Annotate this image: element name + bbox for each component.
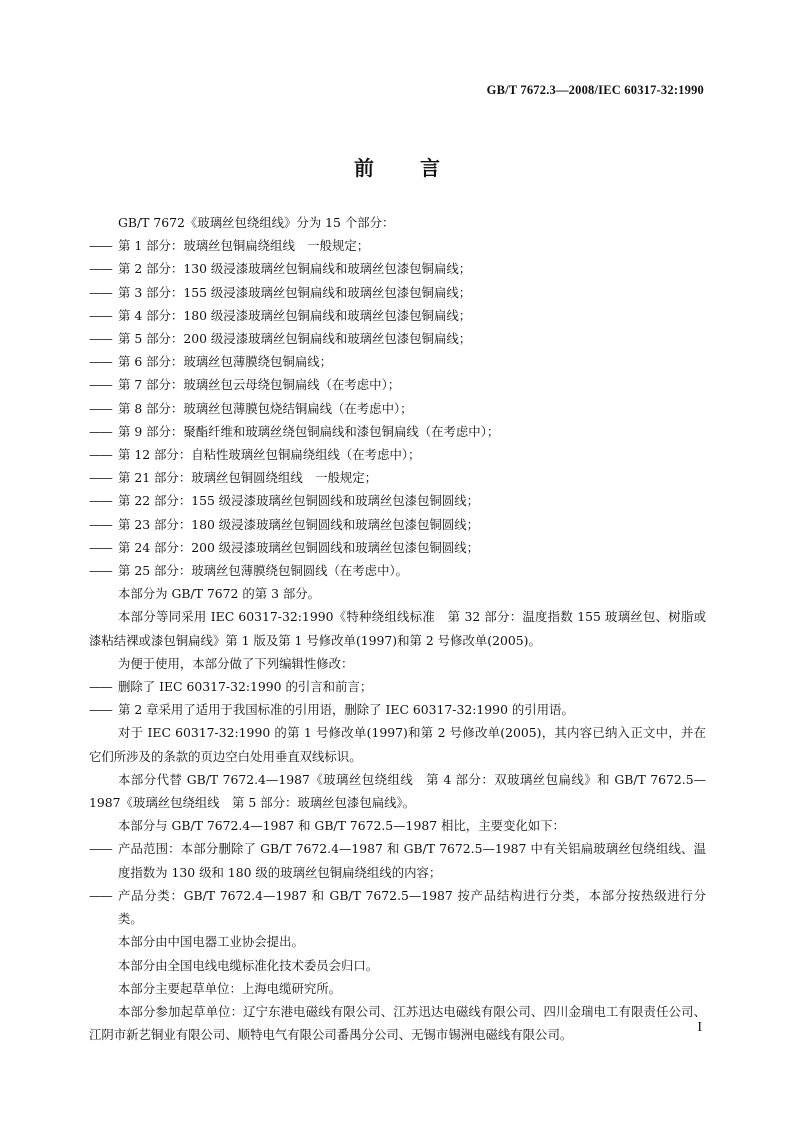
intro-paragraph: GB/T 7672《玻璃丝包绕组线》分为 15 个部分： [118, 215, 395, 230]
list-dash: —— [89, 238, 112, 254]
list-item [89, 559, 706, 582]
list-item [89, 466, 706, 489]
page-title: 前言 [354, 156, 486, 180]
amendment-paragraph: 对于 IEC 60317-32:1990 的第 1 号修改单(1997)和第 2 号修改单(2005)，其内容已纳入正文中，并在它们所涉及的条款的页边空白处用垂直双线标识。 [89, 725, 706, 764]
list-item-text: 第 12 部分：自粘性玻璃丝包铜扁绕组线（在考虑中）； [118, 447, 421, 463]
list-item [89, 420, 706, 443]
list-dash: —— [89, 563, 112, 579]
document-body [89, 211, 706, 1046]
list-item-text: 第 2 部分：130 级浸漆玻璃丝包铜扁线和玻璃丝包漆包铜扁线； [118, 261, 472, 277]
parts-list [89, 234, 706, 582]
list-item [89, 443, 706, 466]
list-item [89, 257, 706, 280]
list-dash: —— [89, 702, 112, 718]
main-drafter-paragraph: 本部分主要起草单位：上海电缆研究所。 [118, 980, 342, 996]
part-of-paragraph: 本部分为 GB/T 7672 的第 3 部分。 [118, 586, 321, 602]
list-dash: —— [89, 516, 112, 532]
list-item-text: 第 23 部分：180 级浸漆玻璃丝包铜圆线和玻璃丝包漆包铜圆线； [118, 516, 479, 532]
list-item-text: 第 21 部分：玻璃丝包铜圆绕组线 一般规定； [118, 470, 378, 486]
list-dash: —— [89, 539, 112, 555]
participants-paragraph: 本部分参加起草单位：辽宁东港电磁线有限公司、江苏迅达电磁线有限公司、四川金瑞电工有限责任公司、江阴市新艺铜业有限公司、顺特电气有限公司番禺分公司、无锡市锡洲电磁线有限公司。 [89, 1003, 706, 1043]
list-item-text: 第 24 部分：200 级浸漆玻璃丝包铜圆线和玻璃丝包漆包铜圆线； [118, 539, 479, 555]
list-item-text: 第 8 部分：玻璃丝包薄膜包烧结铜扁线（在考虑中）； [118, 400, 413, 416]
list-item-text: 第 7 部分：玻璃丝包云母绕包铜扁线（在考虑中）； [118, 377, 401, 393]
list-dash: —— [89, 447, 112, 463]
list-item-text: 删除了 IEC 60317-32:1990 的引言和前言； [118, 679, 373, 695]
list-item [89, 281, 706, 304]
list-dash: —— [89, 331, 112, 347]
list-dash: —— [89, 423, 112, 439]
list-dash: —— [89, 261, 112, 277]
page-number: I [697, 1020, 702, 1035]
edit-intro-paragraph: 为便于使用，本部分做了下列编辑性修改： [118, 655, 354, 671]
list-item-text: 第 5 部分：200 级浸漆玻璃丝包铜扁线和玻璃丝包漆包铜扁线； [118, 331, 472, 347]
list-item [89, 327, 706, 350]
list-dash: —— [89, 377, 112, 393]
list-item-text: 第 6 部分：玻璃丝包薄膜绕包铜扁线； [118, 354, 333, 370]
list-dash: —— [89, 400, 112, 416]
list-dash: —— [89, 887, 112, 903]
list-item [89, 513, 706, 536]
list-item-text: 产品范围：本部分删除了 GB/T 7672.4—1987 和 GB/T 7672.5—1987 中有关铝扁玻璃丝包绕组线、温度指数为 130 级和 180 级的玻璃丝包铜扁绕组线的内容； [118, 841, 706, 880]
list-item-text: 第 2 章采用了适用于我国标准的引用语，删除了 IEC 60317-32:1990 的引用语。 [118, 702, 574, 718]
list-item-text: 第 1 部分：玻璃丝包铜扁绕组线 一般规定； [118, 238, 370, 254]
list-dash: —— [89, 493, 112, 509]
list-item-text: 产品分类：GB/T 7672.4—1987 和 GB/T 7672.5—1987 按产品结构进行分类，本部分按热级进行分类。 [118, 887, 706, 927]
list-item-text: 第 22 部分：155 级浸漆玻璃丝包铜圆线和玻璃丝包漆包铜圆线； [118, 493, 479, 509]
list-dash: —— [89, 307, 112, 323]
list-item [89, 373, 706, 396]
list-dash: —— [89, 841, 112, 857]
list-item [89, 304, 706, 327]
edit-list [89, 675, 706, 721]
list-item [89, 675, 706, 698]
standard-number-header: GB/T 7672.3—2008/IEC 60317-32:1990 [486, 83, 704, 97]
list-item [89, 350, 706, 373]
list-item-text: 第 25 部分：玻璃丝包薄膜绕包铜圆线（在考虑中）。 [118, 563, 409, 579]
adoption-paragraph: 本部分等同采用 IEC 60317-32:1990《特种绕组线标准 第 32 部分：温度指数 155 玻璃丝包、树脂或漆粘结裸或漆包铜扁线》第 1 版及第 1 号修改单(1997)和第 2 号修改单(2005)。 [89, 609, 706, 648]
list-item [89, 234, 706, 257]
changes-intro-paragraph: 本部分与 GB/T 7672.4—1987 和 GB/T 7672.5—1987 相比，主要变化如下： [118, 818, 565, 834]
list-item [89, 489, 706, 512]
changes-list [89, 837, 706, 930]
list-item-text: 第 4 部分：180 级浸漆玻璃丝包铜扁线和玻璃丝包漆包铜扁线； [118, 307, 472, 323]
list-item [89, 884, 706, 930]
list-item [89, 837, 706, 883]
list-item-text: 第 3 部分：155 级浸漆玻璃丝包铜扁线和玻璃丝包漆包铜扁线； [118, 284, 472, 300]
list-dash: —— [89, 679, 112, 695]
managed-by-paragraph: 本部分由全国电线电缆标准化技术委员会归口。 [118, 957, 379, 973]
list-item [89, 698, 706, 721]
replacement-paragraph: 本部分代替 GB/T 7672.4—1987《玻璃丝包绕组线 第 4 部分：双玻璃丝包扁线》和 GB/T 7672.5—1987《玻璃丝包绕组线 第 5 部分：玻璃丝包漆包扁线》。 [89, 771, 706, 811]
list-dash: —— [89, 284, 112, 300]
list-dash: —— [89, 354, 112, 370]
list-dash: —— [89, 470, 112, 486]
list-item [89, 397, 706, 420]
list-item [89, 536, 706, 559]
proposed-by-paragraph: 本部分由中国电器工业协会提出。 [118, 934, 304, 950]
list-item-text: 第 9 部分：聚酯纤维和玻璃丝绕包铜扁线和漆包铜扁线（在考虑中）； [118, 423, 500, 439]
